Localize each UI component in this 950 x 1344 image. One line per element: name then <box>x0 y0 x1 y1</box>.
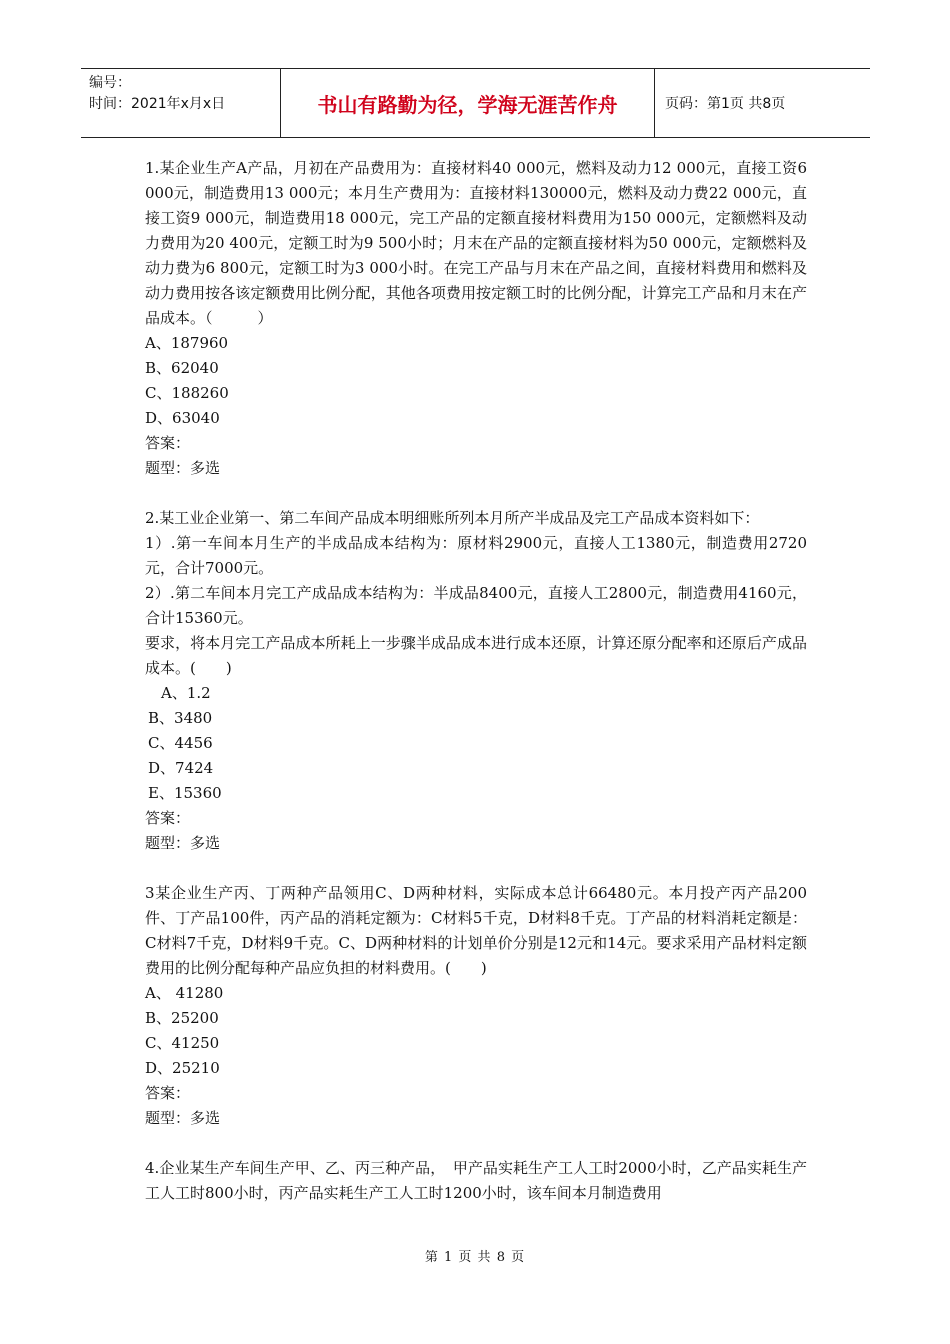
option-b: B、25200 <box>145 1009 219 1027</box>
number-label: 编号： <box>89 75 131 91</box>
question-1 <box>145 156 807 481</box>
sub-item-2: 2）.第二车间本月完工产成品成本结构为：半成品8400元，直接人工2800元，制造费用4160元，合计15360元。 <box>145 584 807 627</box>
option-a: A、1.2 <box>161 684 211 702</box>
option-d: D、25210 <box>145 1059 220 1077</box>
question-type: 题型：多选 <box>145 1109 221 1127</box>
header-motto: 书山有路勤为径，学海无涯苦作舟 <box>281 69 655 137</box>
option-b: B、3480 <box>148 709 213 727</box>
question-stem: 4.企业某生产车间生产甲、乙、丙三种产品， 甲产品实耗生产工人工时2000小时，乙产品实耗生产工人工时800小时，丙产品实耗生产工人工时1200小时，该车间本月制造费用 <box>145 1159 807 1202</box>
question-type: 题型：多选 <box>145 459 221 477</box>
question-stem: 3某企业生产丙、丁两种产品领用C、D两种材料，实际成本总计66480元。本月投产丙产品200件、丁产品100件，丙产品的消耗定额为：C材料5千克，D材料8千克。丁产品的材料消耗定额是：C材料7千克，D材料9千克。C、D两种材料的计划单价分别是12元和14元。要求采用产品材料定额费用的比例分配每种产品应负担的材料费用。( ) <box>145 884 807 977</box>
question-2 <box>145 506 807 856</box>
question-stem: 2.某工业企业第一、第二车间产品成本明细账所列本月所产半成品及完工产品成本资料如下： <box>145 509 760 527</box>
question-type: 题型：多选 <box>145 834 221 852</box>
option-c: C、188260 <box>145 384 229 402</box>
option-e: E、15360 <box>148 784 222 802</box>
date-label: 时间：2021年x月x日 <box>89 96 226 112</box>
sub-item-1: 1）.第一车间本月生产的半成品成本结构为：原材料2900元，直接人工1380元，制造费用2720元，合计7000元。 <box>145 534 807 577</box>
question-stem: 1.某企业生产A产品，月初在产品费用为：直接材料40 000元，燃料及动力12 000元，直接工资6 000元，制造费用13 000元；本月生产费用为：直接材料130000元，燃料及动力费22 000元，直接工资9 000元，制造费用18 000元，完工产品的定额直接材料费用为150 000元，定额燃料及动力费用为20 400元，定额工时为9 500小时；月末在产品的定额直接材料为50 000元，定额燃料及动力费为6 800元，定额工时为3 000小时。在完工产品与月末在产品之间，直接材料费用和燃料及动力费用按各该定额费用比例分配，其他各项费用按定额工时的比例分配，计算完工产品和月末在产品成本。（ ） <box>145 159 807 327</box>
question-3 <box>145 881 807 1131</box>
option-d: D、63040 <box>145 409 220 427</box>
answer-label: 答案： <box>145 1084 191 1102</box>
option-a: A、 41280 <box>145 984 224 1002</box>
option-a: A、187960 <box>145 334 229 352</box>
question-4 <box>145 1156 807 1206</box>
page-footer: 第 1 页 共 8 页 <box>424 1250 526 1265</box>
option-c: C、41250 <box>145 1034 220 1052</box>
answer-label: 答案： <box>145 809 191 827</box>
header-meta <box>81 69 281 137</box>
option-c: C、4456 <box>148 734 213 752</box>
option-d: D、7424 <box>148 759 214 777</box>
document-body <box>145 156 807 1231</box>
header-page-label: 页码：第1页 共8页 <box>665 96 786 112</box>
requirement: 要求，将本月完工产品成本所耗上一步骤半成品成本进行成本还原，计算还原分配率和还原后产成品成本。( ) <box>145 634 807 677</box>
answer-label: 答案： <box>145 434 191 452</box>
option-b: B、62040 <box>145 359 219 377</box>
page-header <box>81 68 870 138</box>
